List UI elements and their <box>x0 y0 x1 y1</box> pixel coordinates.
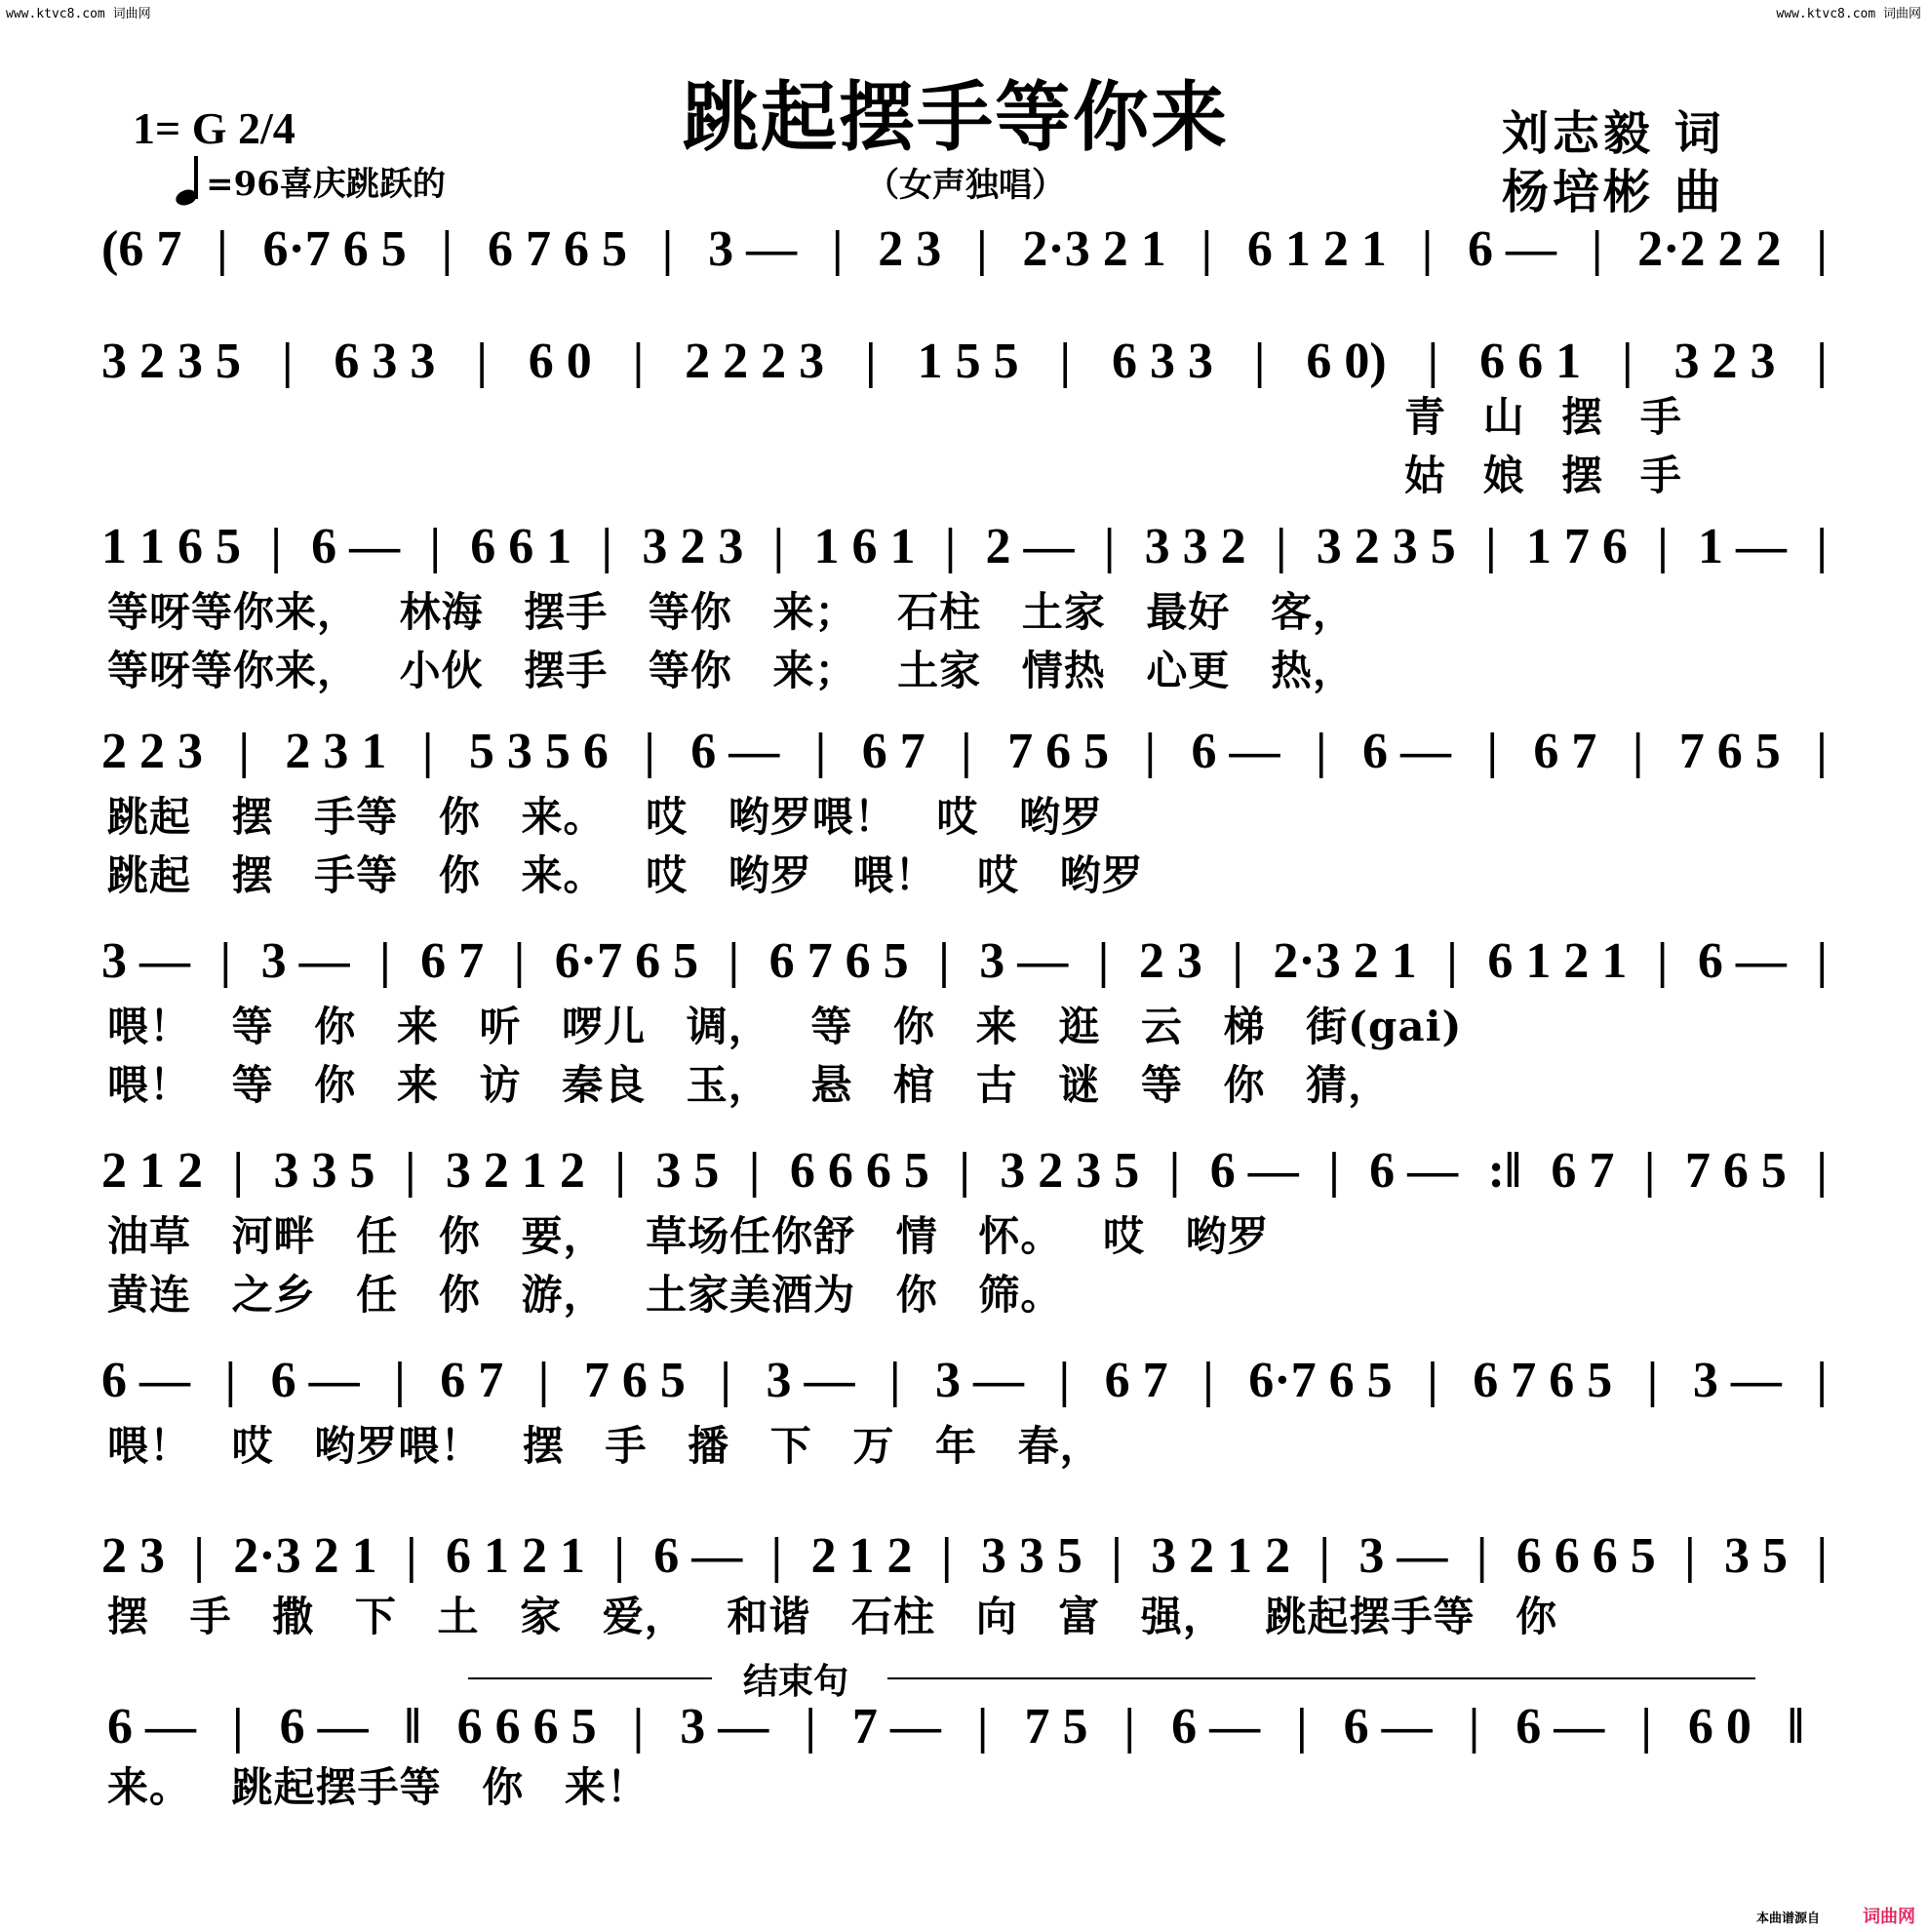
note-group: 1 6 1 <box>813 519 916 574</box>
note-group: 6 6 1 <box>1479 334 1582 389</box>
note-group: 6 — <box>1191 724 1280 779</box>
barline: | <box>770 1528 783 1584</box>
note-group: 6 7 <box>1104 1353 1168 1408</box>
note-group: 6·7 6 5 <box>262 221 407 277</box>
barline: | <box>661 221 674 277</box>
note-group: 6 — <box>1209 1143 1299 1199</box>
barline: ‖ <box>1787 1699 1804 1755</box>
note-group: 2·3 2 1 <box>1273 933 1417 989</box>
lyrics-verse-1: 油草 河畔 任 你 要， 草场任你舒 情 怀。 哎 哟罗 <box>107 1212 1270 1260</box>
barline: | <box>270 519 282 574</box>
barline: | <box>601 519 612 574</box>
barline: | <box>1111 1528 1122 1584</box>
barline: | <box>537 1353 550 1408</box>
note-group: 3 — <box>935 1353 1025 1408</box>
barline: | <box>1816 519 1828 574</box>
note-group: 6 — <box>1343 1699 1433 1755</box>
notation-row <box>101 219 1828 278</box>
note-group: 3 — <box>101 933 190 989</box>
note-group: 3 2 1 2 <box>1151 1528 1291 1584</box>
note-group: 7 5 <box>1024 1699 1088 1755</box>
note-group: 6·7 6 5 <box>554 933 699 989</box>
note-group: 6 6 6 5 <box>1516 1528 1656 1584</box>
note-group: 3 — <box>979 933 1069 989</box>
barline: | <box>632 334 645 389</box>
barline: | <box>1328 1143 1340 1199</box>
barline: | <box>1816 1528 1828 1584</box>
note-group: 6 7 6 5 <box>768 933 909 989</box>
note-group: 3 2 3 <box>1673 334 1776 389</box>
barline: | <box>1591 221 1603 277</box>
watermark-right: www.ktvc8.com 词曲网 <box>1776 7 1921 21</box>
lyrics-verse-2: 黄连 之乡 任 你 游， 土家美酒为 你 筛。 <box>107 1271 1063 1319</box>
barline: | <box>217 221 228 277</box>
lyrics-verse-1: 跳起 摆 手等 你 来。 哎 哟罗喂！ 哎 哟罗 <box>107 793 1103 841</box>
barline: | <box>889 1353 901 1408</box>
ending-section-marker <box>468 1658 1755 1702</box>
barline: | <box>720 1353 731 1408</box>
barline: | <box>613 1528 625 1584</box>
barline: | <box>476 334 488 389</box>
note-group: 6 — <box>1171 1699 1261 1755</box>
barline: | <box>1316 724 1327 779</box>
barline: | <box>1097 933 1110 989</box>
tempo-marking <box>176 156 446 205</box>
barline: | <box>1816 1353 1828 1408</box>
notation-row <box>101 1526 1828 1585</box>
note-group: 6 1 2 1 <box>445 1528 585 1584</box>
song-title: 跳起摆手等你来 <box>683 73 1230 162</box>
note-group: 6 7 <box>861 724 925 779</box>
note-group: 3 — <box>1358 1528 1448 1584</box>
barline: | <box>1202 1353 1214 1408</box>
lyrics-verse-1: 等呀等你来， 林海 摆手 等你 来； 石柱 土家 最好 客， <box>107 588 1355 636</box>
note-group: 1 — <box>1697 519 1787 574</box>
barline: | <box>1684 1528 1696 1584</box>
note-group: 5 3 5 6 <box>468 724 609 779</box>
barline: | <box>1486 724 1498 779</box>
note-group: 6 — <box>311 519 401 574</box>
note-group: 6 3 3 <box>334 334 436 389</box>
barline: | <box>961 724 972 779</box>
barline: | <box>1201 221 1213 277</box>
lyricist-credit: 刘志毅 词 <box>1502 106 1725 161</box>
barline: | <box>1058 1353 1071 1408</box>
barline: | <box>441 221 453 277</box>
note-group: 3 3 2 <box>1144 519 1246 574</box>
note-group: 6 1 2 1 <box>1246 221 1387 277</box>
barline: | <box>1421 221 1434 277</box>
barline: | <box>1816 1143 1828 1199</box>
barline: | <box>1643 1143 1656 1199</box>
note-group: 3 2 3 <box>642 519 744 574</box>
note-group: 6 3 3 <box>1111 334 1213 389</box>
lyrics-verse-1: 摆 手 撒 下 土 家 爱， 和谐 石柱 向 富 强， 跳起摆手等 你 <box>107 1593 1558 1640</box>
barline: | <box>1123 1699 1135 1755</box>
barline: | <box>238 724 250 779</box>
note-group: 6 6 6 5 <box>789 1143 929 1199</box>
note-group: 6 6 6 5 <box>456 1699 597 1755</box>
barline: | <box>193 1528 205 1584</box>
barline: | <box>831 221 844 277</box>
barline: | <box>632 1699 645 1755</box>
note-group: 6 6 1 <box>470 519 572 574</box>
barline: | <box>1296 1699 1308 1755</box>
barline: | <box>1232 933 1243 989</box>
barline: | <box>394 1353 406 1408</box>
note-group: 2 3 <box>1138 933 1202 989</box>
barline: | <box>281 334 294 389</box>
note-group: 6 — <box>1468 221 1556 277</box>
barline: | <box>614 1143 626 1199</box>
barline: | <box>1657 519 1669 574</box>
note-group: 3 — <box>1692 1353 1782 1408</box>
note-group: 3 — <box>680 1699 769 1755</box>
barline: | <box>938 933 950 989</box>
tempo-text: =96喜庆跳跃的 <box>206 165 446 204</box>
notation-row <box>101 1351 1828 1409</box>
note-group: 6 7 6 5 <box>487 221 627 277</box>
composer-credit: 杨培彬 曲 <box>1502 165 1725 219</box>
barline: | <box>976 221 988 277</box>
song-subtitle: （女声独唱） <box>866 166 1065 205</box>
barline: | <box>406 1528 417 1584</box>
note-group: 6 7 <box>1551 1143 1615 1199</box>
barline: | <box>1427 1353 1438 1408</box>
watermark-left: www.ktvc8.com 词曲网 <box>6 7 151 21</box>
barline: | <box>1816 724 1828 779</box>
note-group: 2 3 <box>101 1528 165 1584</box>
note-group: 3 — <box>260 933 350 989</box>
note-group: 2·2 2 2 <box>1637 221 1782 277</box>
note-group: 2 1 2 <box>810 1528 913 1584</box>
notation-row <box>101 332 1828 390</box>
note-group: 2 2 2 3 <box>685 334 825 389</box>
note-group: 6 — <box>1361 724 1451 779</box>
note-group: 6 — <box>653 1528 743 1584</box>
lyrics-verse-2: 姑 娘 摆 手 <box>1404 452 1682 499</box>
note-group: 6 — <box>107 1699 196 1755</box>
barline: | <box>379 933 391 989</box>
note-group: 3 5 <box>1724 1528 1789 1584</box>
note-group: 7 — <box>851 1699 941 1755</box>
note-group: 1 1 6 5 <box>101 519 241 574</box>
note-group: 2 1 2 <box>101 1143 203 1199</box>
note-group: 3 3 5 <box>980 1528 1083 1584</box>
barline: | <box>1144 724 1157 779</box>
key-signature: 1= G 2/4 <box>133 103 295 153</box>
note-group: 6 — <box>1369 1143 1459 1199</box>
note-group: 2 3 1 <box>285 724 387 779</box>
barline: | <box>1646 1353 1659 1408</box>
barline: | <box>1485 519 1497 574</box>
note-group: 2 2 3 <box>101 724 203 779</box>
notation-row <box>101 931 1828 990</box>
lyrics-verse-1: 喂！ 等 你 来 听 啰儿 调， 等 你 来 逛 云 梯 街(gai) <box>107 1003 1463 1050</box>
barline: :‖ <box>1487 1143 1521 1199</box>
footer-source: 本曲谱源自 <box>1755 1912 1820 1926</box>
barline: | <box>1640 1699 1652 1755</box>
barline: | <box>1319 1528 1330 1584</box>
note-group: 7 6 5 <box>1678 724 1781 779</box>
quarter-note-icon <box>176 156 201 205</box>
note-group: 6 7 <box>1533 724 1597 779</box>
lyrics-verse-2: 等呀等你来， 小伙 摆手 等你 来； 土家 情热 心更 热， <box>107 647 1355 694</box>
barline: | <box>1816 334 1828 389</box>
note-group: (6 7 <box>101 221 182 277</box>
barline: | <box>1476 1528 1488 1584</box>
barline: | <box>1253 334 1266 389</box>
barline: | <box>1275 519 1287 574</box>
note-group: 3 5 <box>655 1143 720 1199</box>
note-group: 7 6 5 <box>1007 724 1110 779</box>
note-group: 1 7 6 <box>1525 519 1628 574</box>
barline: | <box>232 1143 244 1199</box>
note-group: 2 — <box>985 519 1075 574</box>
barline: | <box>513 933 526 989</box>
note-group: 6 7 <box>420 933 485 989</box>
barline: | <box>429 519 441 574</box>
barline: | <box>421 724 434 779</box>
barline: | <box>1446 933 1458 989</box>
barline: | <box>1427 334 1439 389</box>
note-group: 2·3 2 1 <box>233 1528 377 1584</box>
note-group: 6 — <box>279 1699 369 1755</box>
notation-row <box>101 1141 1828 1200</box>
ending-label: 结束句 <box>743 1661 849 1702</box>
note-group: 7 6 5 <box>1684 1143 1787 1199</box>
barline: | <box>1656 933 1669 989</box>
barline: | <box>1468 1699 1480 1755</box>
note-group: 3 2 3 5 <box>1000 1143 1140 1199</box>
barline: | <box>814 724 827 779</box>
note-group: 6 7 <box>440 1353 504 1408</box>
note-group: 6·7 6 5 <box>1248 1353 1393 1408</box>
note-group: 3 — <box>766 1353 855 1408</box>
barline: | <box>644 724 655 779</box>
barline: | <box>1059 334 1071 389</box>
barline: | <box>728 933 740 989</box>
lyrics-verse-2: 跳起 摆 手等 你 来。 哎 哟罗 喂！ 哎 哟罗 <box>107 851 1144 899</box>
note-group: 3 2 1 2 <box>445 1143 585 1199</box>
barline: | <box>772 519 785 574</box>
barline: | <box>1816 221 1828 277</box>
notation-row <box>101 517 1828 575</box>
note-group: 6 0 <box>528 334 592 389</box>
barline: | <box>1103 519 1116 574</box>
barline: | <box>865 334 877 389</box>
note-group: 2·3 2 1 <box>1022 221 1166 277</box>
barline: | <box>219 933 232 989</box>
lyrics-verse-1: 青 山 摆 手 <box>1404 393 1682 441</box>
barline: | <box>224 1353 237 1408</box>
note-group: 6 1 2 1 <box>1487 933 1628 989</box>
note-group: 2 3 <box>878 221 942 277</box>
barline: | <box>1816 933 1828 989</box>
footer-logo: 词曲网 <box>1863 1907 1915 1927</box>
notation-row <box>101 722 1828 780</box>
note-group: 3 — <box>708 221 798 277</box>
barline: | <box>232 1699 244 1755</box>
barline: | <box>976 1699 989 1755</box>
lyrics-verse-1: 喂！ 哎 哟罗喂！ 摆 手 播 下 万 年 春， <box>107 1422 1102 1470</box>
barline: | <box>1622 334 1634 389</box>
note-group: 1 5 5 <box>917 334 1019 389</box>
note-group: 6 — <box>1697 933 1787 989</box>
notation-row <box>107 1697 1804 1755</box>
barline: | <box>944 519 957 574</box>
note-group: 6 — <box>101 1353 190 1408</box>
barline: | <box>1632 724 1644 779</box>
barline: ‖ <box>404 1699 421 1755</box>
barline: | <box>805 1699 816 1755</box>
note-group: 6 0) <box>1306 334 1387 389</box>
note-group: 6 0 <box>1687 1699 1752 1755</box>
lyrics-verse-2: 喂！ 等 你 来 访 秦良 玉， 悬 棺 古 谜 等 你 猜， <box>107 1061 1391 1109</box>
barline: | <box>940 1528 953 1584</box>
note-group: 6 — <box>270 1353 360 1408</box>
barline: | <box>404 1143 416 1199</box>
lyrics-verse-1: 来。 跳起摆手等 你 来！ <box>107 1763 649 1811</box>
barline: | <box>748 1143 761 1199</box>
barline: | <box>959 1143 970 1199</box>
note-group: 6 — <box>690 724 780 779</box>
note-group: 6 — <box>1516 1699 1605 1755</box>
note-group: 3 2 3 5 <box>1316 519 1456 574</box>
barline: | <box>1168 1143 1181 1199</box>
note-group: 6 7 6 5 <box>1473 1353 1613 1408</box>
note-group: 3 3 5 <box>273 1143 375 1199</box>
note-group: 3 2 3 5 <box>101 334 241 389</box>
note-group: 7 6 5 <box>583 1353 686 1408</box>
